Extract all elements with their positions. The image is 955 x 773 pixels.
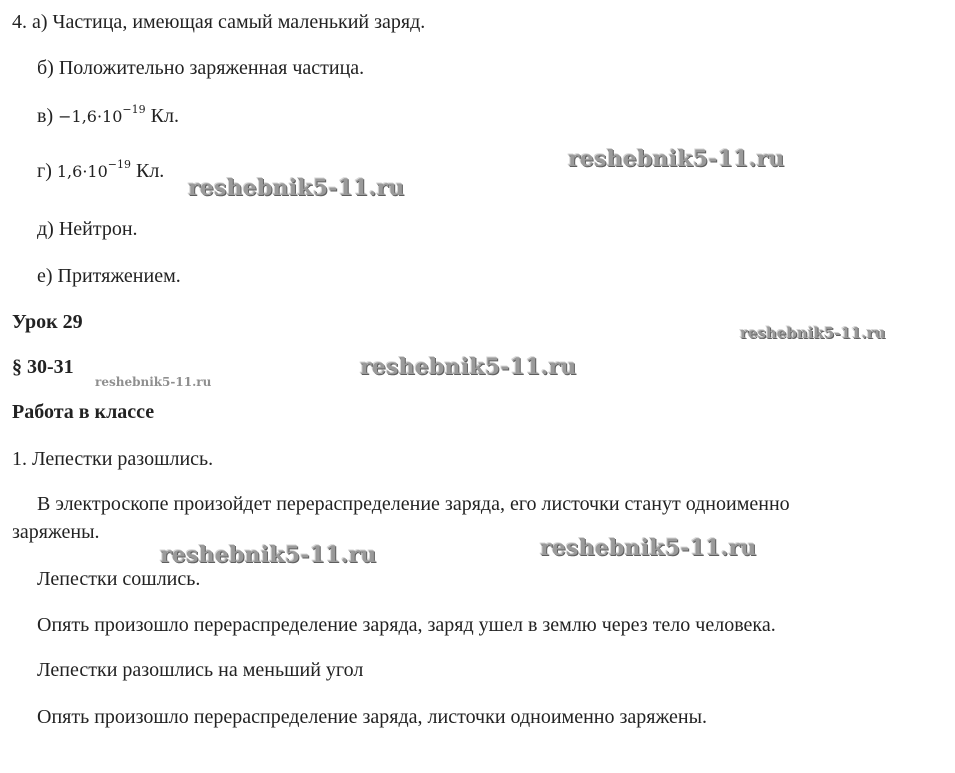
watermark: reshebnik5-11.ru: [360, 354, 577, 380]
classwork-paragraph-4: Опять произошло перераспределение заряда, заряд ушел в землю через тело человека.: [37, 614, 776, 636]
watermark: reshebnik5-11.ru: [740, 324, 886, 342]
classwork-paragraph-2-line1: В электроскопе произойдет перераспределение заряда, его листочки станут одноименно: [37, 493, 790, 515]
lesson-heading: Урок 29: [12, 311, 83, 333]
task4-item-b: б) Положительно заряженная частица.: [37, 57, 365, 79]
watermark: reshebnik5-11.ru: [188, 175, 405, 201]
classwork-paragraph-5: Лепестки разошлись на меньший угол: [37, 659, 364, 681]
section-heading: § 30-31: [12, 356, 74, 378]
classwork-heading: Работа в классе: [12, 401, 155, 423]
task4-item-v: [37, 104, 179, 129]
formula-exponent: −19: [107, 158, 131, 171]
task4-item-g-prefix: г): [37, 160, 52, 182]
task4-item-d: д) Нейтрон.: [37, 218, 138, 240]
classwork-paragraph-2-line2: заряжены.: [12, 521, 100, 543]
classwork-paragraph-3: Лепестки сошлись.: [37, 568, 201, 590]
task4-item-v-unit: Кл.: [150, 105, 179, 127]
task4-item-g-formula: [56, 158, 131, 181]
task4-item-g-unit: Кл.: [135, 160, 165, 182]
watermark: reshebnik5-11.ru: [160, 542, 377, 568]
formula-base: −1,6·10: [58, 107, 123, 126]
task4-item-e: е) Притяжением.: [37, 265, 181, 287]
task4-item-g: [37, 159, 164, 184]
formula-exponent: −19: [122, 103, 146, 116]
task4-item-v-formula: [58, 103, 146, 126]
classwork-paragraph-6: Опять произошло перераспределение заряда, листочки одноименно заряжены.: [37, 706, 708, 728]
watermark: reshebnik5-11.ru: [540, 535, 757, 561]
task4-item-a: 4. а) Частица, имеющая самый маленький заряд.: [12, 11, 426, 33]
watermark: reshebnik5-11.ru: [95, 375, 212, 389]
formula-base: 1,6·10: [56, 162, 108, 181]
task4-item-v-prefix: в): [37, 105, 54, 127]
classwork-paragraph-1: 1. Лепестки разошлись.: [12, 448, 214, 470]
watermark: reshebnik5-11.ru: [568, 146, 785, 172]
